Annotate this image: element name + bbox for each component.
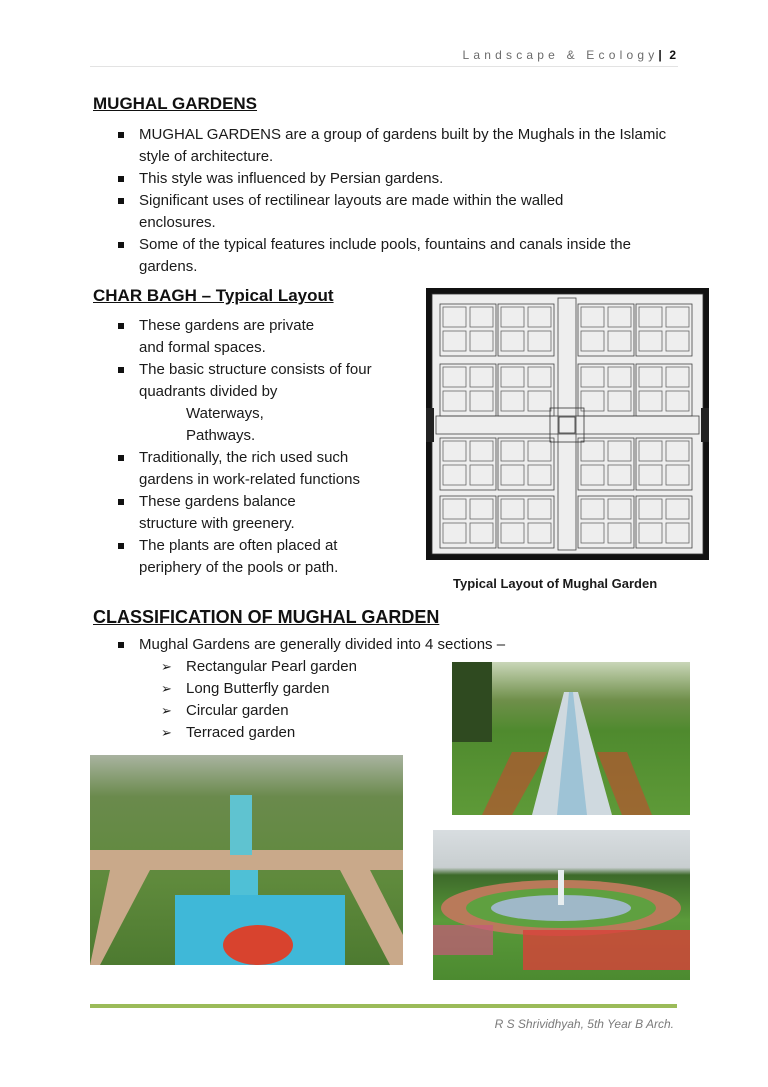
page-header [463,48,676,62]
list-item: ➢ Terraced garden [93,722,593,744]
sub-item: Pathways. [186,427,256,444]
bullet: Mughal Gardens are generally divided into 4 sections – [93,634,593,656]
mughal-bullets [93,124,683,278]
bullet: MUGHAL GARDENS are a group of gardens built by the Mughals in the Islamic style of architecture. [93,124,683,168]
page-number: 2 [669,48,676,62]
header-separator: | [658,48,662,62]
char-bagh-bullets [93,315,383,579]
bullet: Significant uses of rectilinear layouts are made within the walled enclosures. [93,190,683,234]
sub-item: Waterways, [186,405,264,422]
footer-author: R S Shrividhyah, 5th Year B Arch. [494,1017,674,1031]
figure-caption: Typical Layout of Mughal Garden [453,576,658,591]
bullet: These gardens balance structure with greenery. [93,491,383,535]
bullet: These gardens are private and formal spaces. [93,315,383,359]
heading-char-bagh: CHAR BAGH – Typical Layout [93,286,334,305]
bullet: The plants are often placed at periphery of the pools or path. [93,535,383,579]
garden-photo-circular [433,830,690,980]
heading-classification: CLASSIFICATION OF MUGHAL GARDEN [93,607,440,627]
garden-photo-waterway [452,662,690,815]
heading-mughal-gardens: MUGHAL GARDENS [93,94,258,113]
list-item: ➢ Long Butterfly garden [93,678,593,700]
header-title: Landscape & Ecology [462,48,659,62]
bullet: Traditionally, the rich used such gardens in work-related functions [93,447,383,491]
bullet: Some of the typical features include pools, fountains and canals inside the gardens. [93,234,683,278]
bullet: This style was influenced by Persian gardens. [93,168,683,190]
list-item: ➢ Rectangular Pearl garden [93,656,593,678]
char-bagh-layout-image [426,288,709,560]
list-item: ➢ Circular garden [93,700,593,722]
footer-divider [90,1004,677,1008]
bullet: The basic structure consists of four quadrants divided by [93,359,383,403]
header-divider [90,66,678,67]
garden-photo-terraced [90,755,403,965]
